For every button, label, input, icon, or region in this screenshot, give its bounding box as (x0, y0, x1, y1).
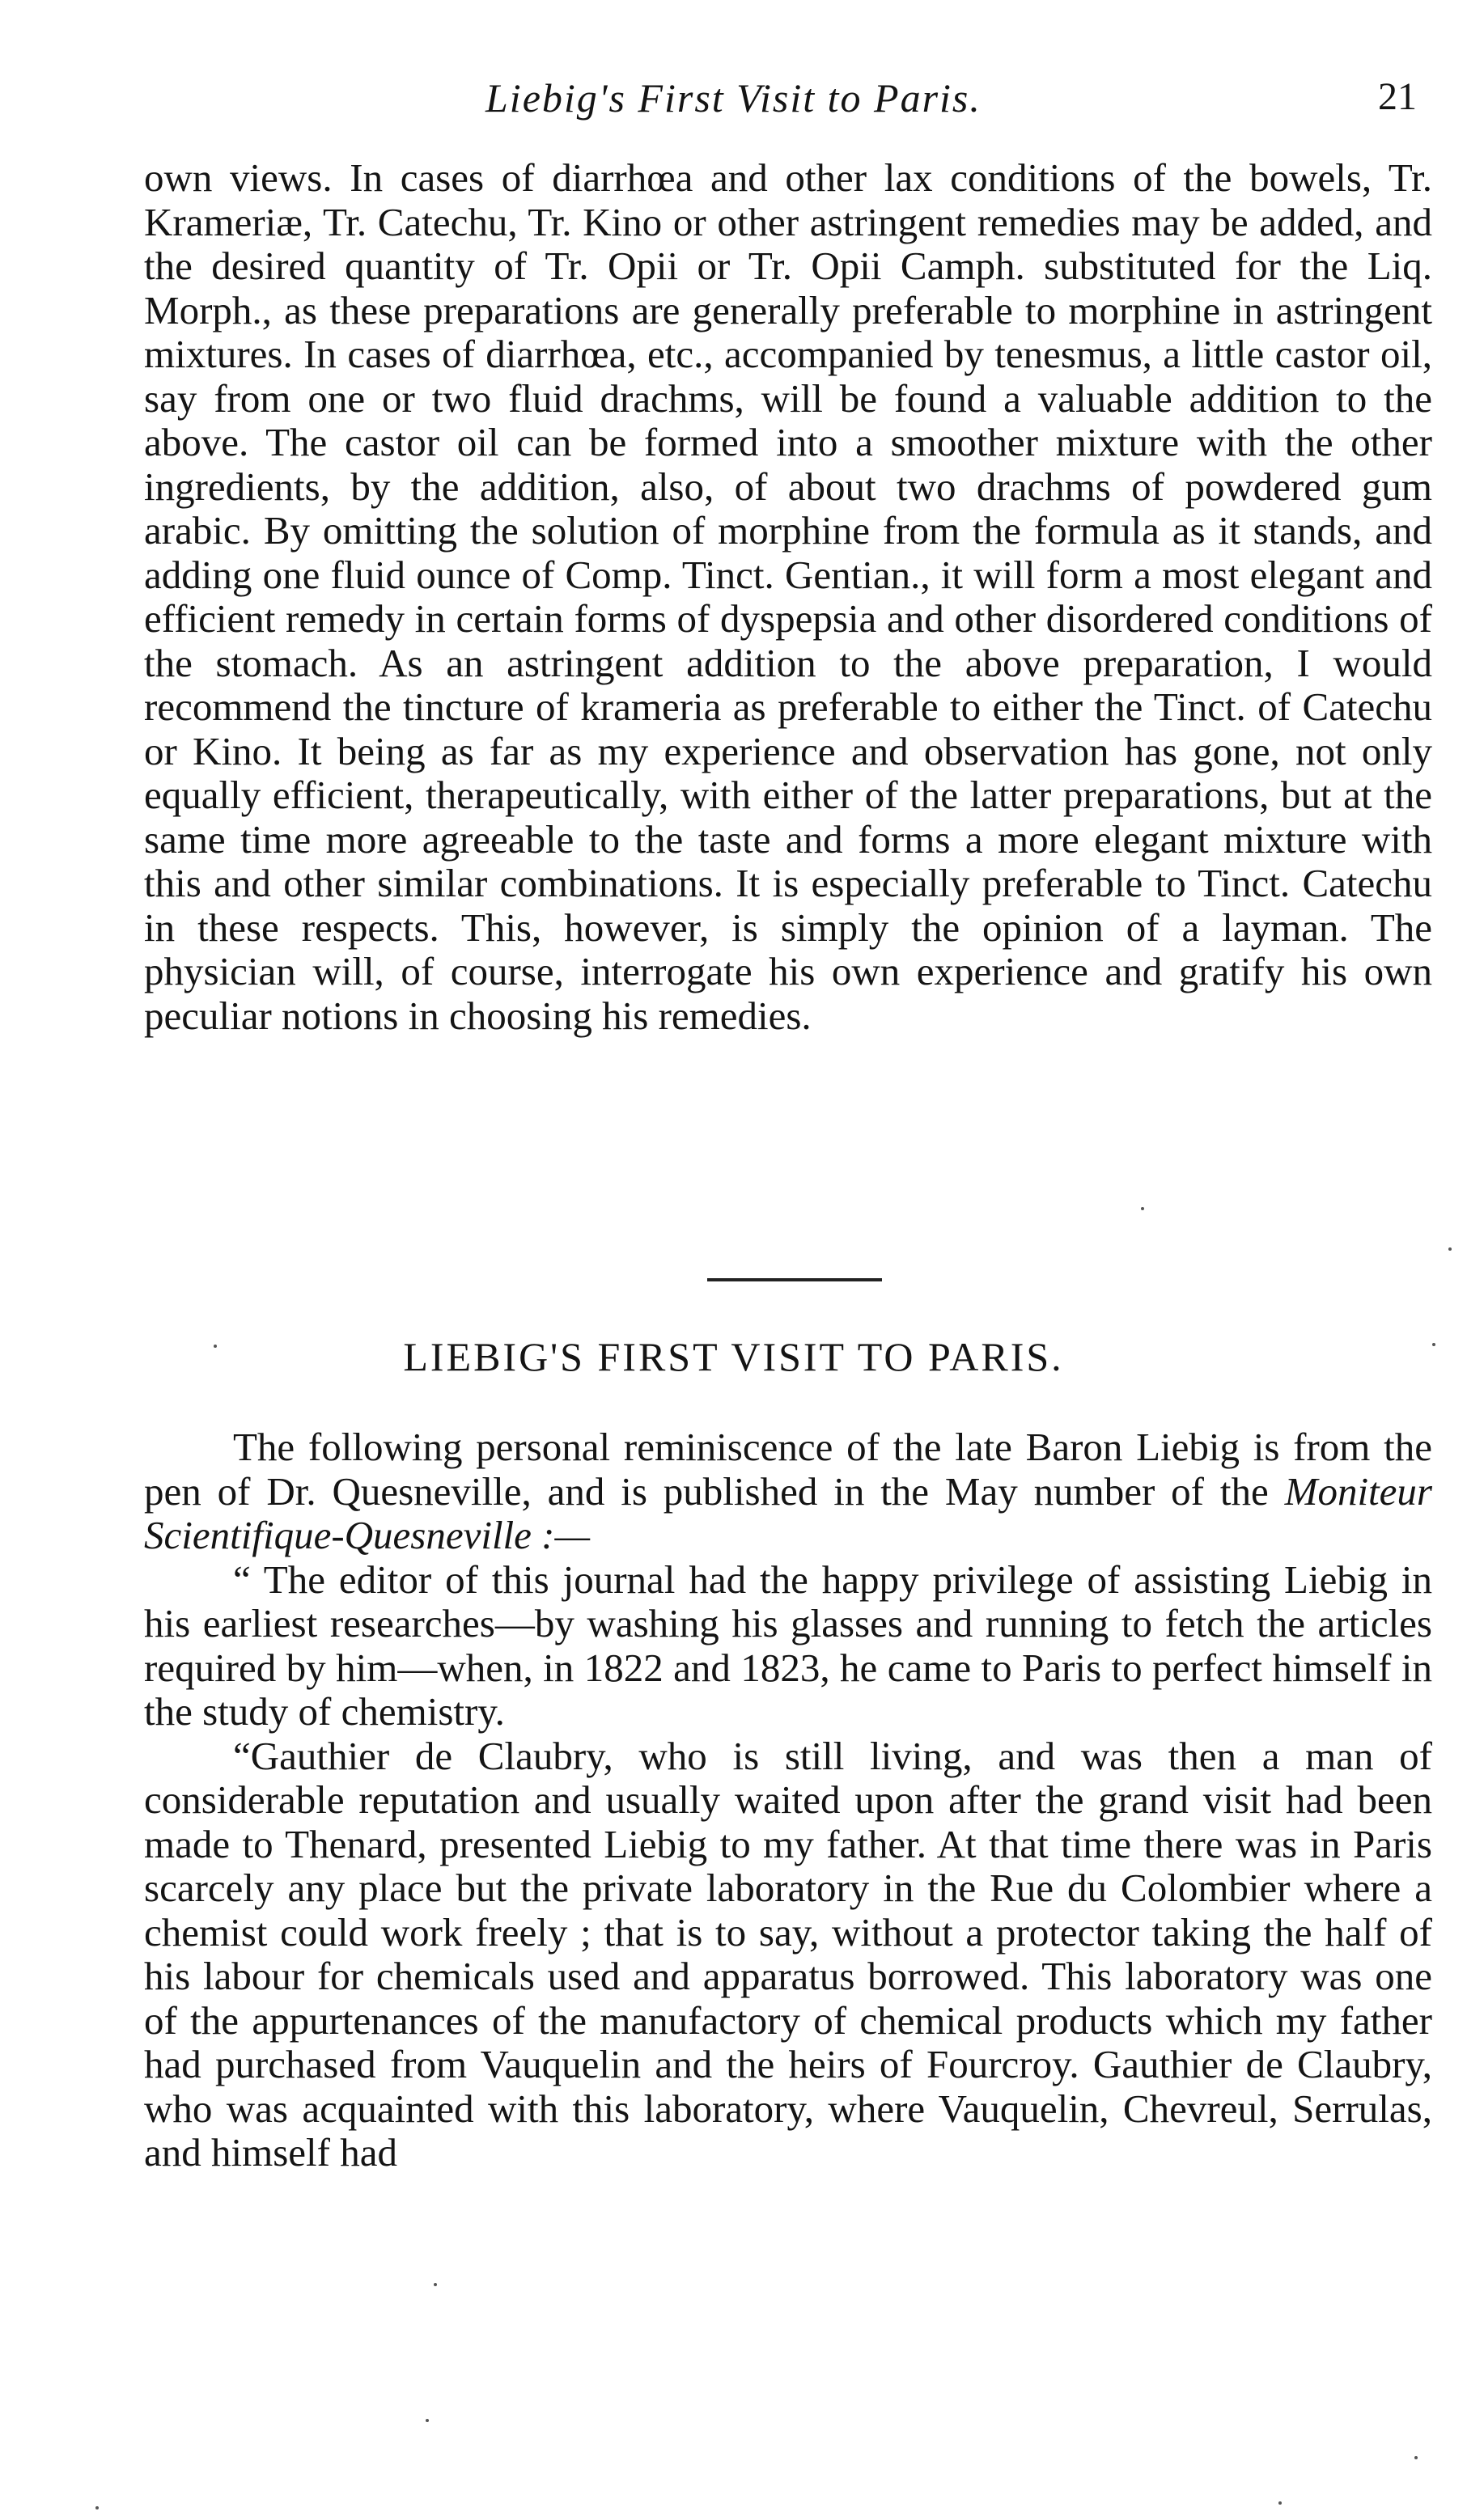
scan-speck (1448, 1247, 1452, 1251)
section-heading: LIEBIG'S FIRST VISIT TO PARIS. (403, 1334, 1064, 1379)
scan-speck (1414, 2456, 1418, 2459)
reminiscence-paragraph-1: “ The editor of this journal had the happy privilege of assisting Liebig in his earliest researches—by washing his glasses and running to fetch the articles required by him—when, in 1822 and 1823, he came to Paris to perfect himself in the study of chemistry. (144, 1556, 1432, 1734)
scan-speck (1432, 1343, 1435, 1346)
page-number: 21 (1378, 75, 1417, 118)
intro-source-title: Moniteur Scientifique-Quesneville :— (144, 1468, 1432, 1557)
article-text-block (144, 1425, 1432, 2175)
continued-paragraph: own views. In cases of diarrhœa and other lax conditions of the bowels, Tr. Krameriæ, Tr. Catechu, Tr. Kino or other astringent remedies may be added, and the desired quantity of Tr. Opii or Tr. Opii Camph. substituted for the Liq. Morph., as these preparations are generally preferable to morphine in astringent mixtures. In cases of diarrhœa, etc., accompanied by tenesmus, a little castor oil, say from one or two fluid drachms, will be found a valuable addition to the above. The castor oil can be formed into a smoother mixture with the other ingredients, by the addition, also, of about two drachms of powdered gum arabic. By omitting the solution of morphine from the formula as it stands, and adding one fluid ounce of Comp. Tinct. Gentian., it will form a most elegant and efficient remedy in certain forms of dyspepsia and other disordered conditions of the stomach. As an astringent addition to the above preparation, I would recommend the tincture of krameria as preferable to either the Tinct. of Catechu or Kino. It being as far as my experience and observation has gone, not only equally efficient, therapeutically, with either of the latter preparations, but at the same time more agreeable to the taste and forms a more elegant mixture with this and other similar combinations. It is especially preferable to Tinct. Catechu in these respects. This, however, is simply the opinion of a layman. The physician will, of course, interrogate his own experience and gratify his own peculiar notions in choosing his remedies. (144, 155, 1432, 1038)
intro-paragraph (144, 1425, 1432, 1558)
reminiscence-paragraph-2: “Gauthier de Claubry, who is still living, and was then a man of considerable reputation and usually waited upon after the grand visit had been made to Thenard, presented Liebig to my father. At that time there was in Paris scarcely any place but the private laboratory in the Rue du Colombier where a chemist could work freely ; that is to say, without a protector taking the half of his labour for chemicals used and apparatus borrowed. This laboratory was one of the appurtenances of the manufactory of chemical products which my father had purchased from Vauquelin and the heirs of Fourcroy. Gauthier de Claubry, who was acquainted with this laboratory, where Vauquelin, Chevreul, Serrulas, and himself had (144, 1733, 1432, 2175)
scan-speck (426, 2419, 429, 2422)
intro-text: The following personal reminiscence of the late Baron Liebig is from the pen of Dr. Quesneville, and is published in the May number of the (144, 1425, 1432, 1514)
continued-text-block (144, 156, 1432, 1038)
running-head (0, 74, 1467, 139)
scan-speck (214, 1345, 217, 1348)
running-head-title: Liebig's First Visit to Paris. (485, 75, 982, 121)
scan-speck (1278, 2501, 1282, 2505)
scan-speck (434, 2283, 437, 2286)
scan-speck (95, 2506, 99, 2509)
section-divider-rule (707, 1278, 882, 1281)
scan-speck (1141, 1207, 1144, 1210)
